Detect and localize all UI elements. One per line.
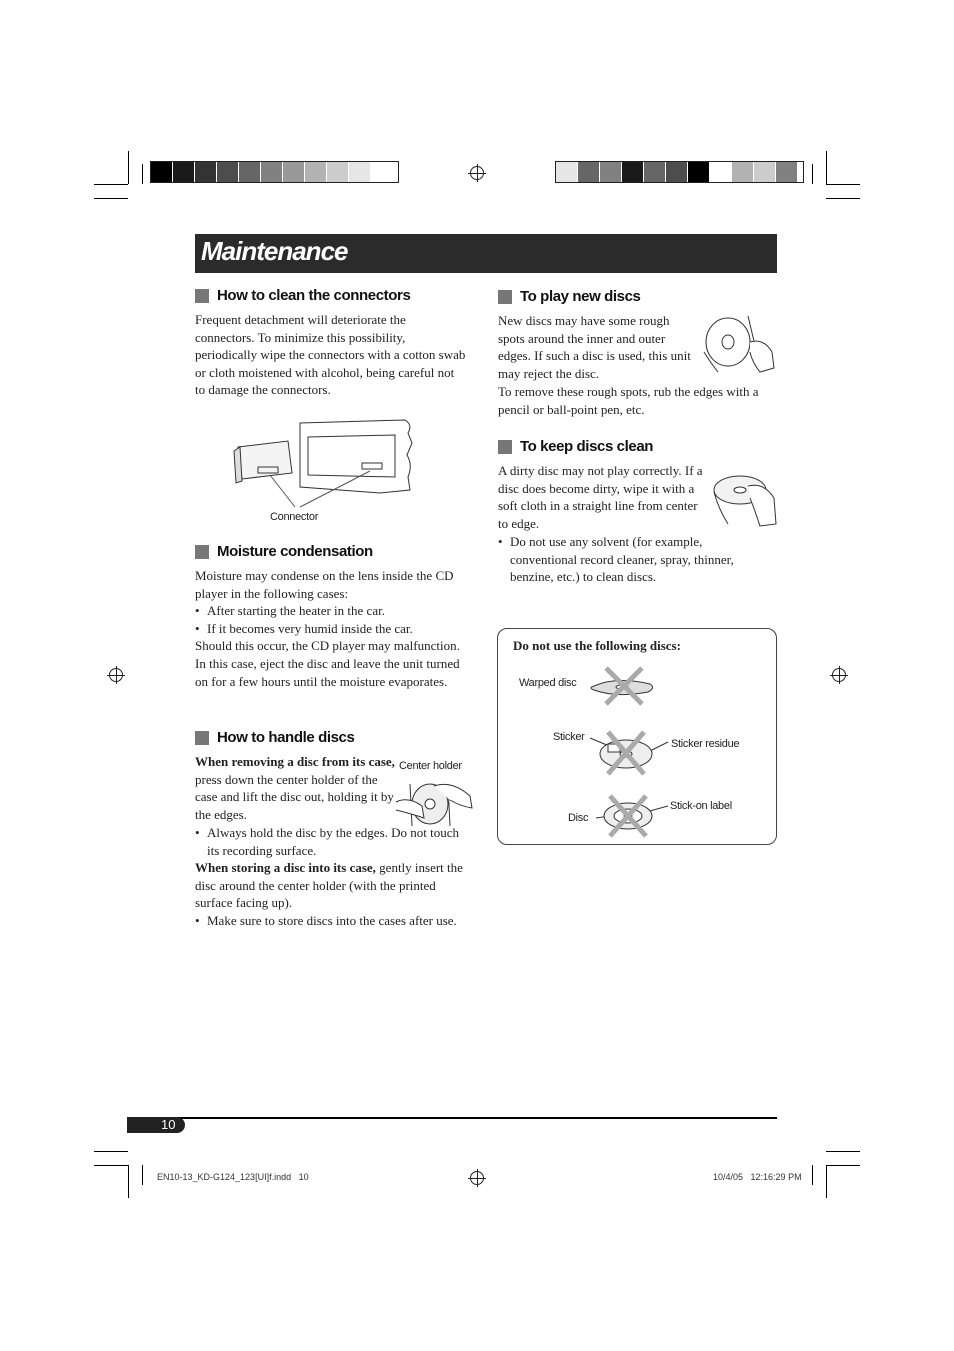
color-swatch — [644, 162, 666, 182]
sticker-residue-caption: Sticker residue — [671, 738, 740, 750]
registration-mark-icon — [832, 668, 846, 682]
paragraph: Frequent detachment will deteriorate the connectors. To minimize this possibility, periodically wipe the connectors with a cotton swab or cloth moistened with alcohol, being careful not to damage the connectors. — [195, 312, 466, 398]
registration-mark-icon — [109, 668, 123, 682]
crop-mark — [826, 151, 827, 184]
crop-mark — [142, 1165, 143, 1185]
color-swatch — [217, 162, 239, 182]
disc-case-hand-illustration — [392, 778, 474, 830]
text: press down the center holder of the case and lift the disc out, holding it by the edges. — [195, 771, 394, 822]
crop-mark — [94, 1165, 128, 1166]
registration-mark-icon — [470, 1171, 484, 1185]
warped-disc-icon — [576, 664, 662, 708]
bullet-item: • Do not use any solvent (for example, conventional record cleaner, spray, thinner, benzine, etc.) to clean discs. — [498, 533, 770, 586]
color-swatch — [305, 162, 327, 182]
section-heading-clean-discs — [498, 438, 653, 455]
crop-mark — [826, 198, 860, 199]
car-unit-connector-illustration — [230, 415, 420, 515]
color-swatch — [578, 162, 600, 182]
crop-mark — [826, 1165, 860, 1166]
color-swatch — [556, 162, 578, 182]
moisture-body — [195, 567, 467, 690]
bullet-item: • After starting the heater in the car. — [195, 602, 467, 620]
clean-discs-bullet — [498, 533, 770, 586]
title-bar — [195, 234, 777, 273]
heading-text: To play new discs — [520, 288, 641, 305]
connectors-body — [195, 311, 467, 399]
crop-mark — [128, 1165, 129, 1198]
connector-caption: Connector — [270, 511, 319, 523]
bullet-item: • Make sure to store discs into the cases after use. — [195, 912, 469, 930]
page-title: Maintenance — [201, 236, 348, 266]
crop-mark — [826, 1151, 860, 1152]
bullet-item: • If it becomes very humid inside the car. — [195, 620, 467, 638]
footer-file-info: EN10-13_KD-G124_123[UI]f.indd 10 — [157, 1172, 309, 1182]
sticker-caption: Sticker — [553, 731, 585, 743]
color-swatch — [195, 162, 217, 182]
color-swatch — [371, 162, 393, 182]
disc-caption: Disc — [568, 812, 589, 824]
handle-body-bottom — [195, 824, 469, 930]
heading-text: Moisture condensation — [217, 543, 373, 560]
crop-mark — [826, 1165, 827, 1198]
registration-mark-icon — [470, 166, 484, 180]
section-heading-moisture — [195, 543, 373, 560]
sticker-disc-icon — [586, 728, 670, 776]
clean-discs-body — [498, 462, 704, 532]
color-calibration-bar-right — [555, 161, 804, 183]
wipe-disc-illustration — [708, 468, 780, 528]
color-swatch — [327, 162, 349, 182]
crop-mark — [94, 184, 128, 185]
heading-marker-icon — [195, 289, 209, 303]
paragraph — [195, 859, 469, 912]
footer-date: 10/4/05 12:16:29 PM — [713, 1172, 802, 1182]
color-swatch — [732, 162, 754, 182]
color-swatch — [776, 162, 798, 182]
color-swatch — [754, 162, 776, 182]
paragraph: To remove these rough spots, rub the edges with a pencil or ball-point pen, etc. — [498, 384, 759, 417]
center-holder-caption: Center holder — [399, 760, 462, 772]
crop-mark — [142, 164, 143, 184]
crop-mark — [826, 184, 860, 185]
paragraph — [195, 753, 395, 823]
color-swatch — [283, 162, 305, 182]
new-discs-body — [498, 312, 694, 382]
crop-mark — [812, 164, 813, 184]
heading-marker-icon — [195, 731, 209, 745]
color-swatch — [261, 162, 283, 182]
pencil-rub-disc-illustration — [700, 312, 776, 378]
crop-mark — [812, 1165, 813, 1185]
color-swatch — [349, 162, 371, 182]
do-not-use-heading — [513, 637, 681, 655]
heading-text: How to clean the connectors — [217, 287, 411, 304]
text: gently insert the disc around the center holder (with the printed surface facing up). — [195, 860, 463, 911]
color-swatch — [239, 162, 261, 182]
paragraph: Moisture may condense on the lens inside the CD player in the following cases: — [195, 568, 454, 601]
warped-disc-caption: Warped disc — [519, 677, 577, 689]
heading-text: How to handle discs — [217, 729, 355, 746]
heading-text: To keep discs clean — [520, 438, 654, 455]
color-swatch — [151, 162, 173, 182]
section-heading-new-discs — [498, 288, 640, 305]
color-swatch — [710, 162, 732, 182]
section-heading-handle — [195, 729, 354, 746]
page-number: 10 — [127, 1117, 185, 1133]
color-swatch — [688, 162, 710, 182]
color-swatch — [622, 162, 644, 182]
bullet-item: • Always hold the disc by the edges. Do not touch its recording surface. — [195, 824, 469, 859]
box-heading: Do not use the following discs: — [513, 638, 681, 653]
paragraph: A dirty disc may not play correctly. If a disc does become dirty, wipe it with a soft cloth in a straight line from center to edge. — [498, 463, 703, 531]
crop-mark — [94, 1151, 128, 1152]
paragraph: Should this occur, the CD player may malfunction. In this case, eject the disc and leave the unit turned on for a few hours until the moisture evaporates. — [195, 638, 460, 689]
section-heading-connectors — [195, 287, 410, 304]
color-swatch — [173, 162, 195, 182]
stick-on-label-caption: Stick-on label — [670, 800, 732, 812]
bold-lead: When storing a disc into its case, — [195, 860, 376, 876]
heading-marker-icon — [195, 545, 209, 559]
color-calibration-bar-left — [150, 161, 399, 183]
color-swatch — [600, 162, 622, 182]
new-discs-body-2 — [498, 383, 768, 418]
footer-rule — [127, 1117, 777, 1119]
crop-mark — [94, 198, 128, 199]
color-swatch — [666, 162, 688, 182]
stick-on-label-disc-icon — [594, 792, 670, 840]
bold-lead: When removing a disc from its case, — [195, 754, 395, 769]
crop-mark — [128, 151, 129, 184]
handle-body-top — [195, 753, 395, 823]
paragraph: New discs may have some rough spots around the inner and outer edges. If such a disc is used, this unit may reject the disc. — [498, 313, 691, 381]
heading-marker-icon — [498, 290, 512, 304]
heading-marker-icon — [498, 440, 512, 454]
